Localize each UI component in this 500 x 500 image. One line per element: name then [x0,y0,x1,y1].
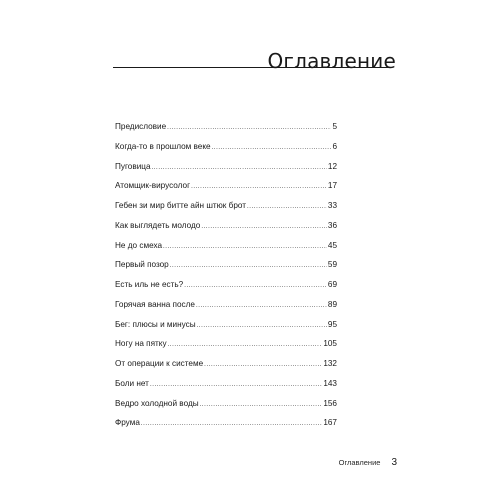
toc-entry-title: Боли нет [115,378,149,388]
toc-entry-title: Предисловие [115,122,167,131]
toc-entry [115,319,337,339]
dot-leader [201,221,327,233]
dot-leader [168,339,323,351]
toc-entry [115,259,337,279]
toc-entry-title: Ногу на пятку [115,339,167,349]
toc-entry [115,220,337,240]
toc-entry [115,180,337,200]
footer-label: Оглавление [338,458,381,467]
dot-leader [184,280,327,292]
toc-entry-title: Пуговица [115,161,151,171]
toc-entry [115,141,337,161]
toc-entry-page: 143 [323,378,337,388]
dot-leader [200,399,323,411]
toc-entry-title: Бег: плюсы и минусы [115,319,196,329]
toc-entry-page: 156 [323,398,337,408]
toc-entry [115,338,337,358]
dot-leader [247,201,327,213]
toc-entry-page: 6 [332,141,337,151]
dot-leader [197,320,327,332]
toc-entry-page: 17 [327,181,337,191]
toc-entry-title: Первый позор [115,260,169,270]
toc-entry [115,161,337,181]
page-title: Оглавление [267,49,396,74]
page-footer [339,457,397,468]
toc-entry [115,358,337,378]
toc-entry-page: 69 [327,280,337,289]
dot-leader [141,418,322,430]
toc-entry-page: 89 [327,299,337,309]
toc-entry [115,240,337,260]
toc-entry-title: Есть иль не есть? [115,280,184,289]
toc-entry [115,200,337,220]
toc-entry-page: 33 [327,201,337,210]
title-divider [113,67,391,68]
dot-leader [204,359,322,371]
toc-entry-title: Горячая ванна после [115,299,195,309]
toc-entry-page: 12 [327,161,337,171]
toc-entry-title: Не до смеха [115,240,162,250]
toc-entry-page: 5 [332,122,337,131]
toc-entry-title: Когда-то в прошлом веке [115,141,211,151]
toc-entry-page: 95 [327,319,337,329]
toc-entry-title: Как выглядеть молодо [115,220,201,230]
toc-entry [115,417,337,437]
toc-entry-page: 59 [327,260,337,270]
toc-entry [115,299,337,319]
dot-leader [150,379,322,391]
toc-entry [115,378,337,398]
dot-leader [212,142,332,154]
toc-entry [115,279,337,299]
toc-entry-title: От операции к системе [115,359,204,368]
toc-entry-page: 105 [323,339,337,349]
toc-entry [115,398,337,418]
dot-leader [170,260,327,272]
toc-entry-page: 132 [323,359,337,368]
table-of-contents [115,121,337,437]
dot-leader [196,300,327,312]
toc-entry [115,121,337,141]
toc-entry-page: 45 [327,240,337,250]
dot-leader [191,181,327,193]
dot-leader [163,241,327,253]
page-number: 3 [391,457,397,468]
toc-entry-title: Ведро холодной воды [115,398,199,408]
dot-leader [167,122,331,134]
toc-entry-title: Гебен зи мир битте айн штюк брот [115,201,247,210]
toc-entry-title: Атомщик-вирусолог [115,181,191,191]
toc-entry-title: Фрума [115,418,140,428]
toc-entry-page: 167 [323,418,337,428]
toc-entry-page: 36 [327,220,337,230]
dot-leader [152,162,327,174]
